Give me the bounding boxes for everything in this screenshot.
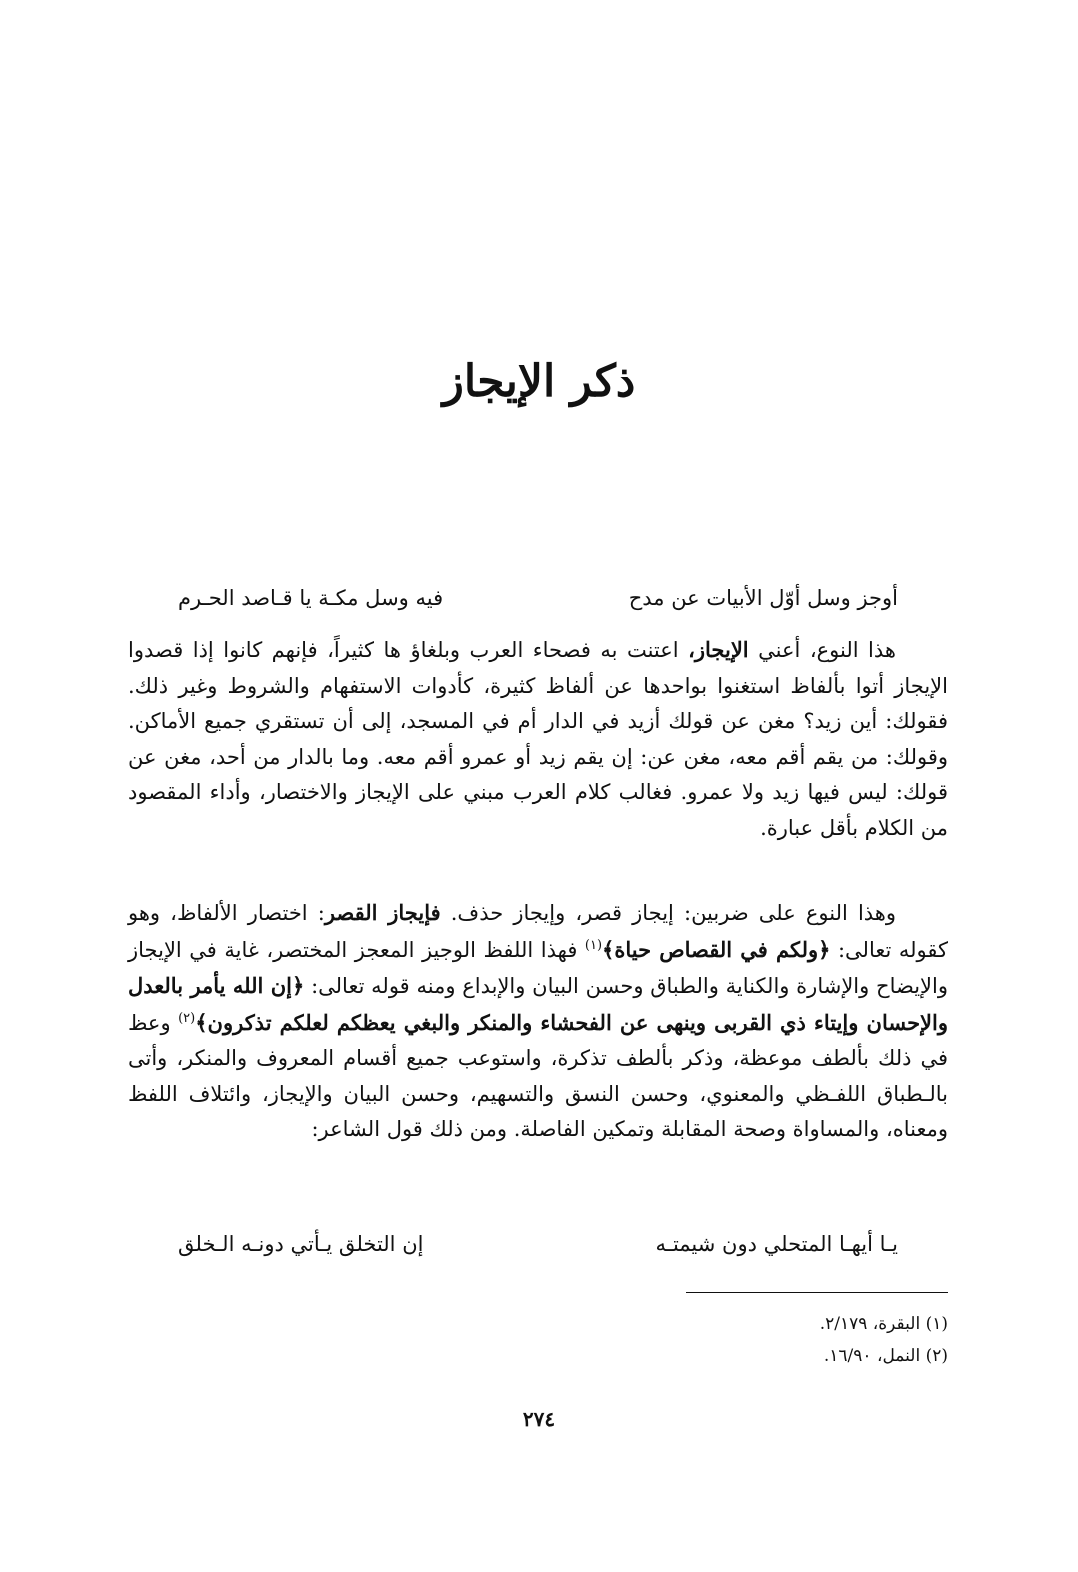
closing-verse <box>178 1228 898 1260</box>
paragraph-2-segment-2: : اختصار الألفاظ، وهو كقوله تعالى: <box>128 901 948 962</box>
paragraph-2-segment-4: وعظ في ذلك بألطف موعظة، وذكر بألطف تذكرة، واستوعب جميع أقسام المعروف والمنكر، وأتى بالـطباق اللفـظي والمعنوي، وحسن النسق والتسهيم، وحسن البيان والإيجاز، وائتلاف اللفظ ومعناه، والمساواة وصحة المقابلة وتمكين الفاصلة. ومن ذلك قول الشاعر: <box>128 1010 948 1141</box>
verse-second-hemistich: إن التخلق يـأتي دونـه الـخلق <box>178 1232 424 1256</box>
paragraph-2 <box>128 895 948 1148</box>
footnotes <box>128 1308 948 1372</box>
footnote-2: (٢) النمل، ١٦/٩٠. <box>823 1346 948 1366</box>
paragraph-2-segment-1: وهذا النوع على ضربين: إيجاز قصر، وإيجاز حذف. <box>440 901 897 925</box>
verse-first-hemistich: أوجز وسل أوّل الأبيات عن مدح <box>628 586 898 610</box>
paragraph-1-bold-term: الإيجاز، <box>688 637 749 662</box>
paragraph-1-segment-1: هذا النوع، أعني <box>748 638 896 662</box>
footnote-separator <box>686 1292 948 1293</box>
paragraph-1 <box>128 632 948 846</box>
footnote-ref-1: (١) <box>584 937 603 953</box>
paragraph-2-bold-term: فإيجاز القصر <box>324 900 441 925</box>
verse-first-hemistich: يـا أيهـا المتحلي دون شيمتـه <box>655 1232 898 1256</box>
verse-second-hemistich: فيه وسل مكـة يا قـاصد الحـرم <box>178 586 444 610</box>
paragraph-2-text <box>128 895 948 1148</box>
paragraph-1-segment-2: اعتنت به فصحاء العرب وبلغاؤ ها كثيراً، فإنهم كانوا إذا قصدوا الإيجاز أتوا بألفاظ استغنوا بواحدها عن ألفاظ كثيرة، كأدوات الاستفهام والشروط وغير ذلك. فقولك: أين زيد؟ مغن عن قولك أزيد في الدار أم في المسجد، إلى أن تستقري جميع الأماكن. وقولك: من يقم أقم معه، مغن عن: إن يقم زيد أو عمرو أقم معه. وما بالدار من أحد، مغن عن قولك: ليس فيها زيد ولا عمرو. فغالب كلام العرب مبني على الإيجاز والاختصار، وأداء المقصود من الكلام بأقل عبارة. <box>128 638 948 840</box>
opening-verse <box>178 582 898 614</box>
page-number: ٢٧٤ <box>522 1407 556 1431</box>
footnote-1: (١) البقرة، ٢/١٧٩. <box>819 1314 948 1334</box>
footnote-ref-2: (٢) <box>178 1010 196 1026</box>
paragraph-2-segment-3: فهذا اللفظ الوجيز المعجز المختصر، غاية في الإيجاز والإيضاح والإشارة والكناية والطباق وحسن البيان والإبداع ومنه قوله تعالى: <box>128 937 948 998</box>
quran-quote-2: ﴿إن الله يأمر بالعدل والإحسان وإيتاء ذي القربى وينهى عن الفحشاء والمنكر والبغي يعظكم لعلكم تذكرون﴾ <box>128 973 949 1035</box>
quran-quote-1: ﴿ولكم في القصاص حياة﴾ <box>602 936 831 962</box>
chapter-title: ذكر الإيجاز <box>442 356 636 407</box>
paragraph-1-text <box>128 632 948 846</box>
